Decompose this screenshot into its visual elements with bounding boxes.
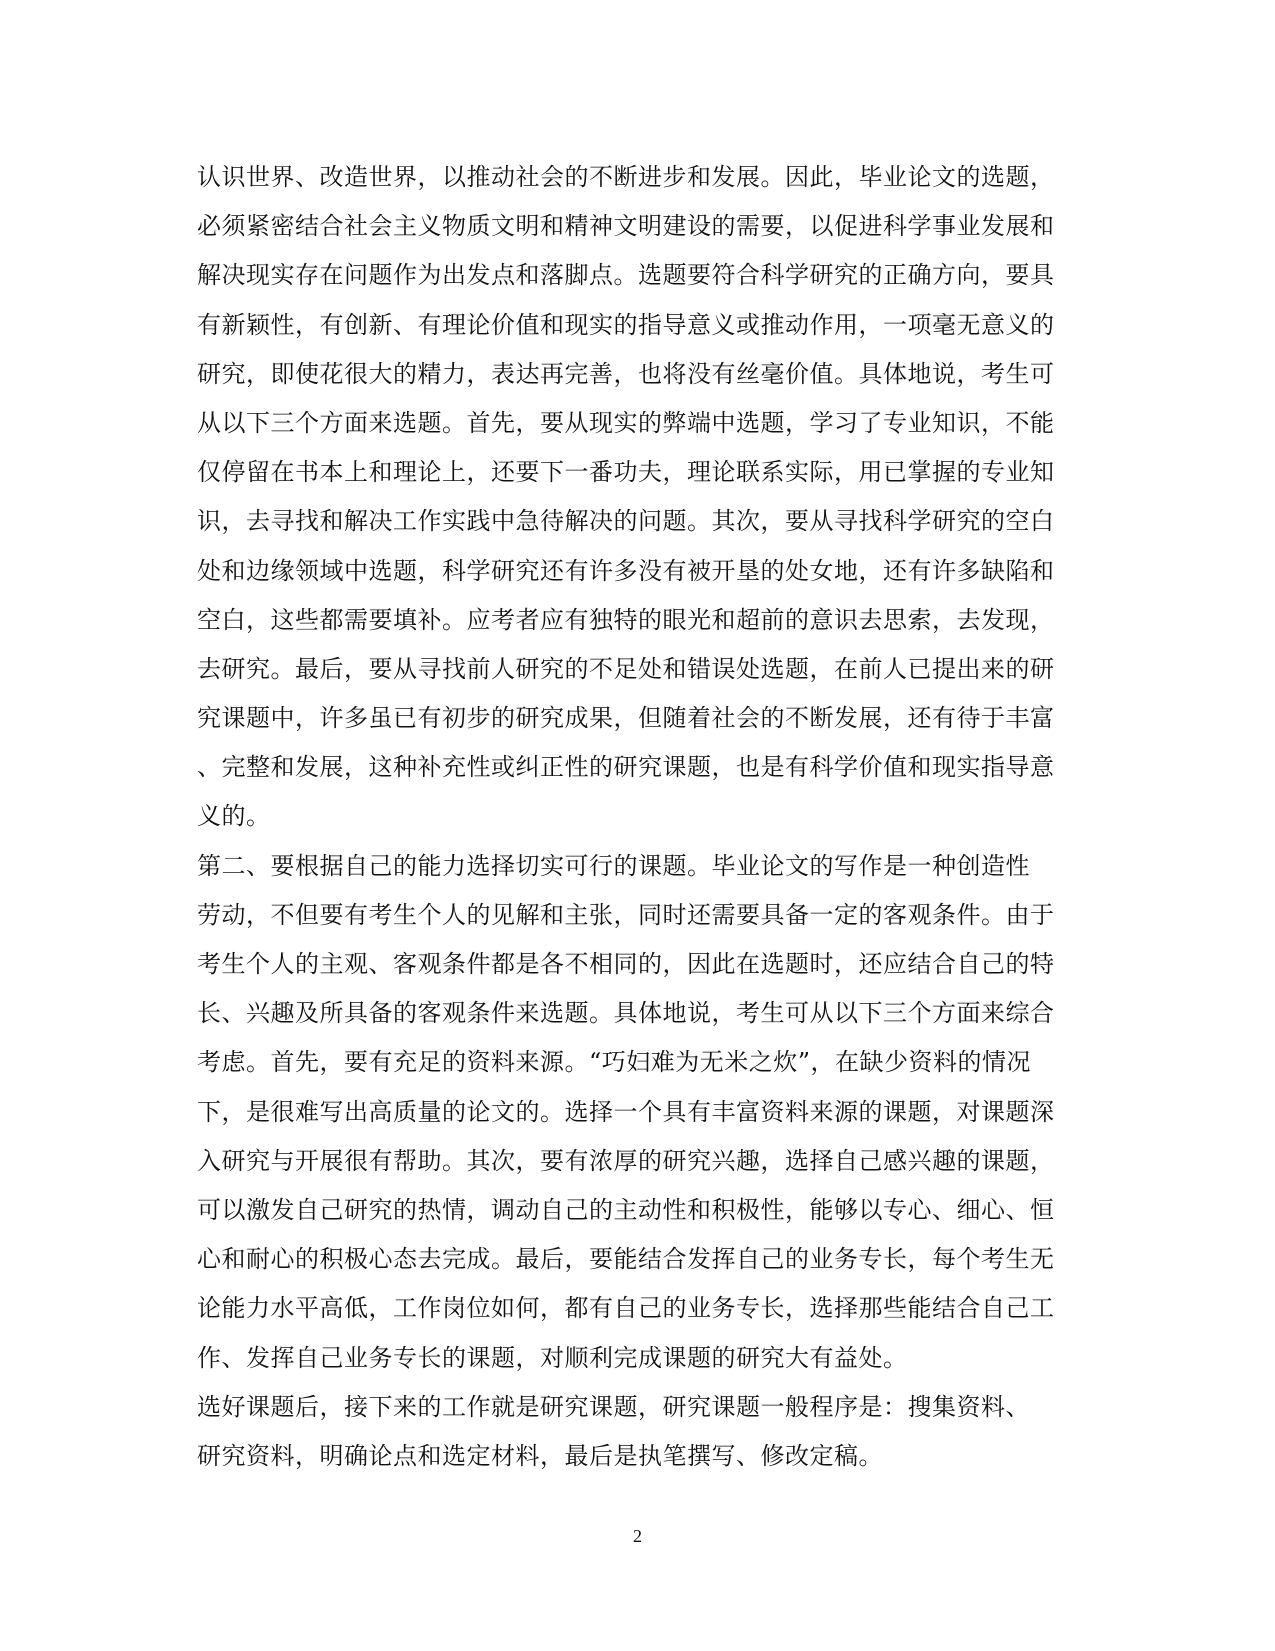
text-line: 识，去寻找和解决工作实践中急待解决的问题。其次，要从寻找科学研究的空白 <box>197 507 1055 536</box>
paragraph-3 <box>197 1383 1077 1481</box>
text-line: 第二、要根据自己的能力选择切实可行的课题。毕业论文的写作是一种创造性 <box>197 851 1030 880</box>
text-line: 论能力水平高低，工作岗位如何，都有自己的业务专长，选择那些能结合自己工 <box>197 1294 1055 1323</box>
text-line: 作、发挥自己业务专长的课题，对顺利完成课题的研究大有益处。 <box>197 1343 908 1372</box>
text-line: 从以下三个方面来选题。首先，要从现实的弊端中选题，学习了专业知识，不能 <box>197 408 1055 437</box>
paragraph-2 <box>197 842 1077 1383</box>
text-line: 长、兴趣及所具备的客观条件来选题。具体地说，考生可从以下三个方面来综合 <box>197 999 1055 1028</box>
page-number: 2 <box>633 1526 642 1546</box>
text-line: 下，是很难写出高质量的论文的。选择一个具有丰富资料来源的课题，对课题深 <box>197 1097 1055 1126</box>
text-line: 仅停留在书本上和理论上，还要下一番功夫，理论联系实际，用已掌握的专业知 <box>197 458 1055 487</box>
text-line: 必须紧密结合社会主义物质文明和精神文明建设的需要，以促进科学事业发展和 <box>197 212 1055 241</box>
body-text <box>197 153 1077 1481</box>
text-line: 考生个人的主观、客观条件都是各不相同的，因此在选题时，还应结合自己的特 <box>197 950 1055 978</box>
text-line: 义的。 <box>197 802 271 831</box>
text-line: 研究，即使花很大的精力，表达再完善，也将没有丝毫价值。具体地说，考生可 <box>197 359 1055 388</box>
text-line: 究课题中，许多虽已有初步的研究成果，但随着社会的不断发展，还有待于丰富 <box>197 704 1055 733</box>
text-line: 考虑。首先，要有充足的资料来源。“巧妇难为无米之炊”，在缺少资料的情况 <box>197 1048 1032 1077</box>
text-line: 去研究。最后，要从寻找前人研究的不足处和错误处选题，在前人已提出来的研 <box>197 654 1055 683</box>
text-line: 研究资料，明确论点和选定材料，最后是执笔撰写、修改定稿。 <box>197 1441 883 1470</box>
paragraph-1 <box>197 153 1077 842</box>
text-line: 认识世界、改造世界，以推动社会的不断进步和发展。因此，毕业论文的选题， <box>197 163 1055 191</box>
text-line: 解决现实存在问题作为出发点和落脚点。选题要符合科学研究的正确方向，要具 <box>197 261 1055 290</box>
text-line: 空白，这些都需要填补。应考者应有独特的眼光和超前的意识去思索，去发现， <box>197 605 1055 634</box>
text-line: 选好课题后，接下来的工作就是研究课题，研究课题一般程序是：搜集资料、 <box>197 1392 1030 1421</box>
text-line: 有新颖性，有创新、有理论价值和现实的指导意义或推动作用，一项毫无意义的 <box>197 310 1055 339</box>
text-line: 入研究与开展很有帮助。其次，要有浓厚的研究兴趣，选择自己感兴趣的课题， <box>197 1146 1055 1175</box>
text-line: 可以激发自己研究的热情，调动自己的主动性和积极性，能够以专心、细心、恒 <box>197 1195 1055 1224</box>
text-line: 心和耐心的积极心态去完成。最后，要能结合发挥自己的业务专长，每个考生无 <box>197 1245 1055 1274</box>
text-line: 、完整和发展，这种补充性或纠正性的研究课题，也是有科学价值和现实指导意 <box>197 753 1055 782</box>
text-line: 劳动，不但要有考生个人的见解和主张，同时还需要具备一定的客观条件。由于 <box>197 900 1055 929</box>
text-line: 处和边缘领域中选题，科学研究还有许多没有被开垦的处女地，还有许多缺陷和 <box>197 556 1055 585</box>
